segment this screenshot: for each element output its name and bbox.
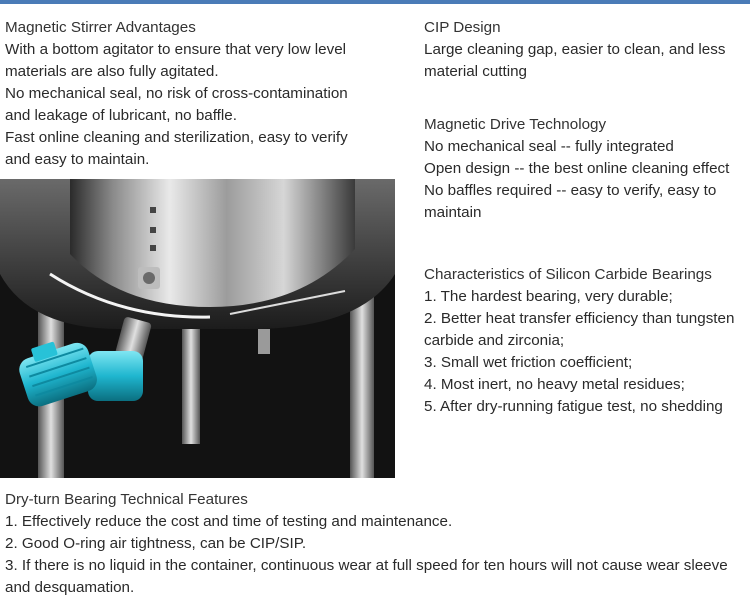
silicon-carbide-title: Characteristics of Silicon Carbide Bearings <box>424 266 712 283</box>
cip-design-line-1: Large cleaning gap, easier to clean, and less material cutting <box>424 41 726 80</box>
tank-leg-right <box>350 289 374 478</box>
dry-turn-line-1: 1. Effectively reduce the cost and time of testing and maintenance. <box>5 513 453 530</box>
dry-turn-section <box>5 489 745 599</box>
mixing-tank-photo <box>0 179 395 478</box>
dry-turn-title: Dry-turn Bearing Technical Features <box>5 491 248 508</box>
magnetic-stirrer-line-2: No mechanical seal, no risk of cross-contamination and leakage of lubricant, no baffle. <box>5 85 348 124</box>
tank-leg-center <box>182 329 200 444</box>
silicon-carbide-line-1: 1. The hardest bearing, very durable; <box>424 288 673 305</box>
magnetic-stirrer-title: Magnetic Stirrer Advantages <box>5 19 196 36</box>
cip-design-title: CIP Design <box>424 19 501 36</box>
magnetic-stirrer-line-3: Fast online cleaning and sterilization, easy to verify and easy to maintain. <box>5 129 348 168</box>
silicon-carbide-section <box>424 264 750 418</box>
magnetic-drive-line-1: No mechanical seal -- fully integrated <box>424 138 674 155</box>
silicon-carbide-line-2: 2. Better heat transfer efficiency than tungsten carbide and zirconia; <box>424 310 735 349</box>
magnetic-drive-line-3: No baffles required -- easy to verify, easy to maintain <box>424 182 717 221</box>
magnetic-drive-title: Magnetic Drive Technology <box>424 116 607 133</box>
magnetic-stirrer-line-1: With a bottom agitator to ensure that very low level materials are also fully agitated. <box>5 41 347 80</box>
silicon-carbide-line-5: 5. After dry-running fatigue test, no shedding <box>424 398 723 415</box>
magnetic-stirrer-section <box>5 17 375 171</box>
cip-design-section <box>424 17 750 83</box>
magnetic-drive-section <box>424 114 750 224</box>
dry-turn-line-2: 2. Good O-ring air tightness, can be CIP/SIP. <box>5 535 307 552</box>
silicon-carbide-line-4: 4. Most inert, no heavy metal residues; <box>424 376 685 393</box>
silicon-carbide-line-3: 3. Small wet friction coefficient; <box>424 354 633 371</box>
dry-turn-line-3: 3. If there is no liquid in the container, continuous wear at full speed for ten hours will not cause wear sleeve and desquamation. <box>5 557 728 596</box>
bottom-outlet <box>258 329 270 354</box>
top-accent-rule <box>0 0 750 4</box>
mixing-tank-illustration <box>0 179 395 478</box>
magnetic-drive-line-2: Open design -- the best online cleaning effect <box>424 160 730 177</box>
